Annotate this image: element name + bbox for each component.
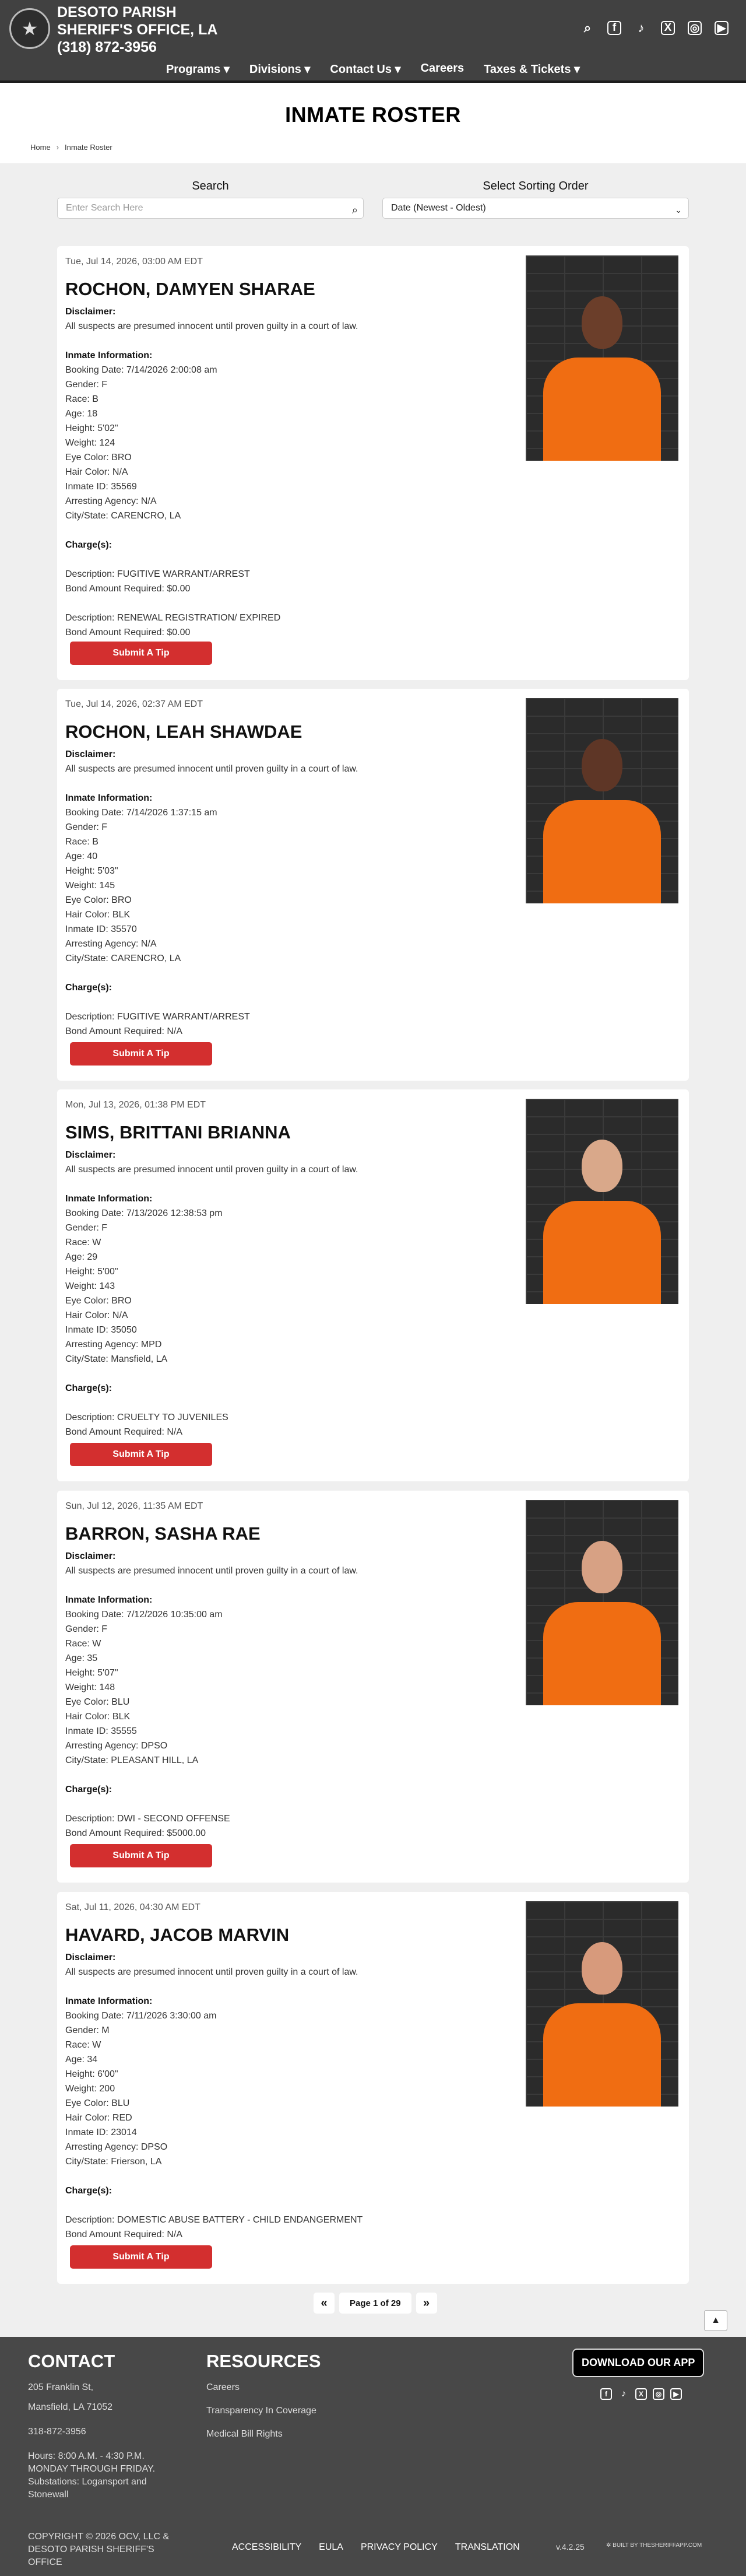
mugshot-jumpsuit <box>543 358 661 461</box>
footer-link-careers[interactable]: Careers <box>206 2382 240 2392</box>
inmate-info-line: Weight: 145 <box>65 881 115 891</box>
facebook-icon[interactable]: f <box>607 21 621 35</box>
disclaimer-text: All suspects are presumed innocent until proven guilty in a court of law. <box>65 764 358 774</box>
mugshot-head <box>582 296 622 349</box>
inmate-info-line: Arresting Agency: DPSO <box>65 1741 168 1751</box>
inmate-info-heading: Inmate Information: <box>65 1996 153 2006</box>
footer-address-1: 205 Franklin St, <box>28 2382 94 2392</box>
disclaimer-text: All suspects are presumed innocent until proven guilty in a court of law. <box>65 321 358 331</box>
copyright-line-1: COPYRIGHT © 2026 OCV, LLC & <box>28 2532 170 2542</box>
search-input[interactable]: Enter Search Here <box>57 198 364 219</box>
footer-hours-3: Substations: Logansport and <box>28 2477 147 2487</box>
footer-legal-links <box>232 2542 520 2553</box>
footer-phone[interactable]: 318-872-3956 <box>28 2427 86 2437</box>
x-twitter-icon[interactable]: X <box>635 2388 647 2400</box>
breadcrumb <box>30 143 112 152</box>
footer-copyright <box>28 2531 169 2569</box>
sort-group <box>382 180 689 219</box>
inmate-info-heading: Inmate Information: <box>65 793 153 803</box>
nav-divisions[interactable]: Divisions ▾ <box>249 63 311 76</box>
charge-bond: Bond Amount Required: N/A <box>65 1427 183 1437</box>
inmate-info-line: Booking Date: 7/14/2026 1:37:15 am <box>65 808 217 818</box>
brand-line-1: DESOTO PARISH <box>57 4 177 20</box>
inmate-info-line: Weight: 200 <box>65 2084 115 2094</box>
inmate-card <box>57 246 689 680</box>
chevron-down-icon[interactable]: ⌄ <box>675 205 682 215</box>
inmate-info-heading: Inmate Information: <box>65 1595 153 1605</box>
inmate-info-line: City/State: CARENCRO, LA <box>65 511 181 521</box>
x-twitter-icon[interactable]: X <box>661 21 675 35</box>
mugshot-photo <box>526 255 678 461</box>
mugshot-head <box>582 1140 622 1192</box>
mugshot-photo <box>526 1099 678 1304</box>
inmate-info-line: Race: B <box>65 394 98 404</box>
youtube-icon[interactable]: ▶ <box>670 2388 682 2400</box>
booking-timestamp: Sun, Jul 12, 2026, 11:35 AM EDT <box>65 1501 203 1511</box>
youtube-icon[interactable]: ▶ <box>715 21 729 35</box>
inmate-details <box>65 1549 358 1841</box>
inmate-info-line: Age: 34 <box>65 2055 98 2065</box>
site-header <box>0 0 746 83</box>
submit-tip-button[interactable]: Submit A Tip <box>70 1042 212 1066</box>
footer-hours-2: MONDAY THROUGH FRIDAY. <box>28 2464 156 2474</box>
breadcrumb-separator-icon: › <box>56 143 59 152</box>
inmate-card <box>57 689 689 1081</box>
inmate-info-line: Hair Color: N/A <box>65 1310 128 1320</box>
charges-heading: Charge(s): <box>65 1785 112 1795</box>
site-brand[interactable] <box>57 3 217 56</box>
inmate-card <box>57 1491 689 1883</box>
disclaimer-text: All suspects are presumed innocent until proven guilty in a court of law. <box>65 1967 358 1977</box>
inmate-info-heading: Inmate Information: <box>65 1194 153 1204</box>
inmate-info-line: Age: 29 <box>65 1252 98 1262</box>
facebook-icon[interactable]: f <box>600 2388 612 2400</box>
powered-by[interactable] <box>606 2542 702 2549</box>
booking-timestamp: Sat, Jul 11, 2026, 04:30 AM EDT <box>65 1902 200 1912</box>
inmate-info-line: Arresting Agency: DPSO <box>65 2142 168 2152</box>
pagination <box>314 2293 437 2314</box>
nav-careers[interactable]: Careers <box>420 62 465 75</box>
inmate-info-line: Age: 40 <box>65 851 98 861</box>
inmate-info-line: Inmate ID: 35050 <box>65 1325 137 1335</box>
inmate-name: SIMS, BRITTANI BRIANNA <box>65 1122 291 1142</box>
charge-bond: Bond Amount Required: $0.00 <box>65 584 191 594</box>
last-page-button[interactable]: » <box>416 2293 437 2314</box>
page-title: INMATE ROSTER <box>285 103 461 127</box>
inmate-info-line: Race: B <box>65 837 98 847</box>
charge-bond: Bond Amount Required: $0.00 <box>65 628 191 637</box>
nav-contact-us[interactable]: Contact Us ▾ <box>330 63 401 76</box>
disclaimer-text: All suspects are presumed innocent until proven guilty in a court of law. <box>65 1165 358 1175</box>
disclaimer-heading: Disclaimer: <box>65 1150 116 1160</box>
inmate-info-line: Race: W <box>65 1639 101 1649</box>
submit-tip-button[interactable]: Submit A Tip <box>70 1443 212 1466</box>
footer-hours-4: Stonewall <box>28 2490 69 2500</box>
inmate-details <box>65 747 358 1039</box>
submit-tip-button[interactable]: Submit A Tip <box>70 642 212 665</box>
inmate-info-line: Weight: 143 <box>65 1281 115 1291</box>
version-label: v.4.2.25 <box>556 2542 585 2552</box>
mugshot-head <box>582 739 622 791</box>
search-group <box>57 180 364 219</box>
brand-line-2: SHERIFF'S OFFICE, LA <box>57 22 218 38</box>
footer-address-2: Mansfield, LA 71052 <box>28 2402 112 2412</box>
charge-description: Description: CRUELTY TO JUVENILES <box>65 1413 228 1422</box>
charge-description: Description: DWI - SECOND OFFENSE <box>65 1814 230 1824</box>
download-app-button[interactable]: DOWNLOAD OUR APP <box>572 2349 704 2377</box>
inmate-name: ROCHON, DAMYEN SHARAE <box>65 279 315 299</box>
link-eula[interactable]: EULA <box>319 2542 343 2552</box>
charge-bond: Bond Amount Required: N/A <box>65 2230 183 2239</box>
copyright-line-2: DESOTO PARISH SHERIFF'S <box>28 2545 154 2554</box>
inmate-info-line: Arresting Agency: N/A <box>65 939 157 949</box>
inmate-info-line: Eye Color: BLU <box>65 1697 130 1707</box>
charge-description: Description: RENEWAL REGISTRATION/ EXPIRED <box>65 613 281 623</box>
charges-heading: Charge(s): <box>65 2186 112 2196</box>
inmate-info-line: Race: W <box>65 1238 101 1247</box>
inmate-info-line: Inmate ID: 35555 <box>65 1726 137 1736</box>
sort-label: Select Sorting Order <box>483 180 589 192</box>
inmate-info-line: Eye Color: BRO <box>65 453 132 462</box>
disclaimer-heading: Disclaimer: <box>65 1551 116 1561</box>
inmate-info-line: Booking Date: 7/14/2026 2:00:08 am <box>65 365 217 375</box>
breadcrumb-current: Inmate Roster <box>65 143 112 152</box>
inmate-card <box>57 1089 689 1481</box>
search-icon[interactable]: ⌕ <box>583 20 592 35</box>
inmate-info-line: City/State: PLEASANT HILL, LA <box>65 1755 199 1765</box>
inmate-info-line: City/State: Frierson, LA <box>65 2157 162 2167</box>
footer-resources-title: RESOURCES <box>206 2351 321 2371</box>
inmate-info-line: Height: 5'02" <box>65 423 118 433</box>
inmate-info-line: City/State: Mansfield, LA <box>65 1354 168 1364</box>
inmate-info-line: Height: 5'00" <box>65 1267 118 1277</box>
disclaimer-text: All suspects are presumed innocent until proven guilty in a court of law. <box>65 1566 358 1576</box>
inmate-info-line: Hair Color: N/A <box>65 467 128 477</box>
inmate-info-line: Height: 6'00" <box>65 2069 118 2079</box>
inmate-info-line: Gender: F <box>65 380 108 390</box>
booking-timestamp: Tue, Jul 14, 2026, 02:37 AM EDT <box>65 699 203 709</box>
mugshot-photo <box>526 698 678 903</box>
footer-link-medical-bill[interactable]: Medical Bill Rights <box>206 2429 283 2439</box>
mugshot-head <box>582 1541 622 1593</box>
inmate-info-line: Hair Color: BLK <box>65 910 131 920</box>
inmate-info-line: Eye Color: BRO <box>65 895 132 905</box>
booking-timestamp: Tue, Jul 14, 2026, 03:00 AM EDT <box>65 257 203 267</box>
disclaimer-heading: Disclaimer: <box>65 749 116 759</box>
footer-link-transparency[interactable]: Transparency In Coverage <box>206 2406 316 2416</box>
inmate-info-line: Height: 5'07" <box>65 1668 118 1678</box>
disclaimer-heading: Disclaimer: <box>65 307 116 317</box>
inmate-info-line: Booking Date: 7/11/2026 3:30:00 am <box>65 2011 217 2021</box>
footer-contact-title: CONTACT <box>28 2351 115 2371</box>
inmate-info-line: Weight: 148 <box>65 1683 115 1692</box>
nav-taxes-tickets[interactable]: Taxes & Tickets ▾ <box>484 63 580 76</box>
inmate-info-line: Race: W <box>65 2040 101 2050</box>
inmate-info-line: Eye Color: BRO <box>65 1296 132 1306</box>
footer-resources <box>206 2381 316 2441</box>
footer-hours-1: Hours: 8:00 A.M. - 4:30 P.M. <box>28 2451 145 2461</box>
mugshot-photo <box>526 1500 678 1705</box>
page-info: Page 1 of 29 <box>339 2293 411 2314</box>
submit-tip-button[interactable]: Submit A Tip <box>70 1844 212 1867</box>
mugshot-jumpsuit <box>543 2003 661 2107</box>
mugshot-jumpsuit <box>543 800 661 903</box>
instagram-icon[interactable]: ◎ <box>653 2388 664 2400</box>
mugshot-jumpsuit <box>543 1602 661 1705</box>
link-accessibility[interactable]: ACCESSIBILITY <box>232 2542 302 2552</box>
inmate-name: ROCHON, LEAH SHAWDAE <box>65 721 302 742</box>
link-translation[interactable]: TRANSLATION <box>455 2542 520 2552</box>
inmate-info-line: Inmate ID: 35569 <box>65 482 137 492</box>
main-nav <box>0 62 746 76</box>
sheriff-badge-logo[interactable]: ★ <box>9 8 50 49</box>
gear-icon: ✲ <box>606 2542 611 2549</box>
inmate-details <box>65 304 358 640</box>
site-footer <box>0 2337 746 2576</box>
inmate-info-line: Age: 35 <box>65 1653 98 1663</box>
search-icon[interactable]: ⌕ <box>351 204 358 216</box>
first-page-button[interactable]: « <box>314 2293 335 2314</box>
charge-bond: Bond Amount Required: N/A <box>65 1026 183 1036</box>
charge-description: Description: FUGITIVE WARRANT/ARREST <box>65 569 250 579</box>
submit-tip-button[interactable]: Submit A Tip <box>70 2245 212 2269</box>
mugshot-photo <box>526 1901 678 2107</box>
inmate-info-line: Inmate ID: 35570 <box>65 924 137 934</box>
instagram-icon[interactable]: ◎ <box>688 21 702 35</box>
inmate-info-line: Height: 5'03" <box>65 866 118 876</box>
inmate-info-line: Age: 18 <box>65 409 98 419</box>
inmate-info-line: Gender: M <box>65 2025 110 2035</box>
charges-heading: Charge(s): <box>65 1383 112 1393</box>
inmate-card <box>57 1892 689 2284</box>
breadcrumb-home[interactable]: Home <box>30 143 51 152</box>
mugshot-head <box>582 1942 622 1995</box>
inmate-info-line: Gender: F <box>65 1223 108 1233</box>
link-privacy-policy[interactable]: PRIVACY POLICY <box>360 2542 438 2552</box>
inmate-info-line: Gender: F <box>65 1624 108 1634</box>
footer-contact <box>28 2381 155 2501</box>
title-bar <box>0 83 746 163</box>
footer-social <box>600 2388 682 2400</box>
copyright-line-3: OFFICE <box>28 2557 62 2567</box>
sort-select[interactable]: Date (Newest - Oldest) <box>382 198 689 219</box>
inmate-info-line: Inmate ID: 23014 <box>65 2128 137 2137</box>
inmate-info-line: Booking Date: 7/13/2026 12:38:53 pm <box>65 1208 223 1218</box>
inmate-info-line: Weight: 124 <box>65 438 115 448</box>
nav-programs[interactable]: Programs ▾ <box>166 63 230 76</box>
inmate-info-heading: Inmate Information: <box>65 351 153 360</box>
brand-phone: (318) 872-3956 <box>57 39 157 55</box>
powered-by-text: BUILT BY THESHERIFFAPP.COM <box>613 2542 702 2549</box>
inmate-info-line: City/State: CARENCRO, LA <box>65 954 181 963</box>
charge-bond: Bond Amount Required: $5000.00 <box>65 1828 206 1838</box>
inmate-info-line: Booking Date: 7/12/2026 10:35:00 am <box>65 1610 223 1620</box>
roster-filters <box>57 180 689 226</box>
disclaimer-heading: Disclaimer: <box>65 1953 116 1962</box>
search-label: Search <box>192 180 229 192</box>
header-icons <box>580 21 729 35</box>
tiktok-icon[interactable]: ♪ <box>638 20 645 35</box>
inmate-info-line: Eye Color: BLU <box>65 2098 130 2108</box>
inmate-info-line: Hair Color: BLK <box>65 1712 131 1722</box>
booking-timestamp: Mon, Jul 13, 2026, 01:38 PM EDT <box>65 1100 206 1110</box>
inmate-name: BARRON, SASHA RAE <box>65 1523 261 1544</box>
charges-heading: Charge(s): <box>65 983 112 993</box>
charge-description: Description: DOMESTIC ABUSE BATTERY - CHILD ENDANGERMENT <box>65 2215 363 2225</box>
inmate-name: HAVARD, JACOB MARVIN <box>65 1925 290 1945</box>
inmate-info-line: Gender: F <box>65 822 108 832</box>
inmate-info-line: Arresting Agency: MPD <box>65 1340 162 1350</box>
inmate-details <box>65 1148 358 1439</box>
inmate-details <box>65 1950 363 2242</box>
inmate-info-line: Hair Color: RED <box>65 2113 132 2123</box>
scroll-to-top-button[interactable]: ▲ <box>704 2310 727 2331</box>
tiktok-icon[interactable]: ♪ <box>621 2389 626 2399</box>
charge-description: Description: FUGITIVE WARRANT/ARREST <box>65 1012 250 1022</box>
mugshot-jumpsuit <box>543 1201 661 1304</box>
charges-heading: Charge(s): <box>65 540 112 550</box>
inmate-info-line: Arresting Agency: N/A <box>65 496 157 506</box>
